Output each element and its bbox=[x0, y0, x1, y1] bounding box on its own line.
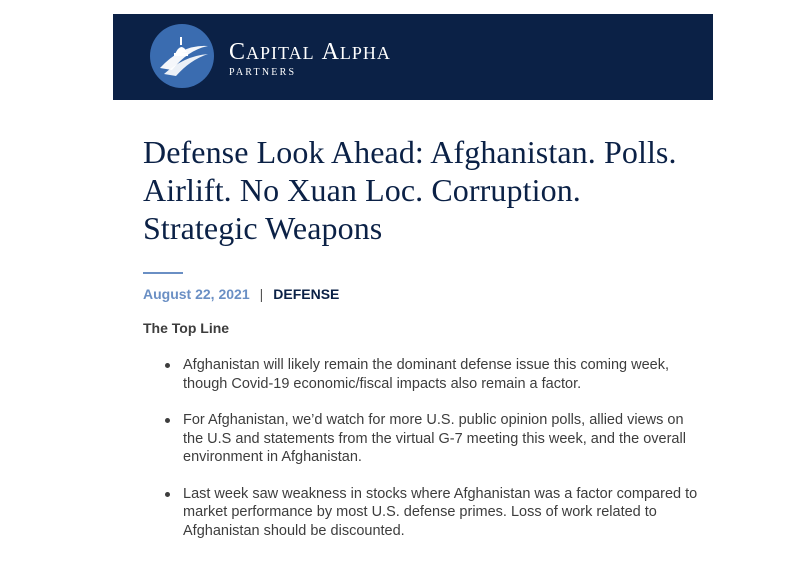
publish-date: August 22, 2021 bbox=[143, 286, 250, 302]
section-heading: The Top Line bbox=[143, 320, 230, 336]
list-item bbox=[163, 411, 703, 467]
list-item bbox=[163, 356, 703, 393]
header-banner bbox=[113, 14, 713, 100]
brand-name: CAPITAL ALPHA bbox=[229, 39, 391, 65]
article-meta bbox=[143, 286, 339, 302]
brand-subtitle: PARTNERS bbox=[229, 67, 297, 78]
bullet-text: Afghanistan will likely remain the dominant defense issue this coming week, though Covid-19 economic/fiscal impacts also remain a factor. bbox=[183, 357, 669, 392]
article-title: Defense Look Ahead: Afghanistan. Polls. Airlift. No Xuan Loc. Corruption. Strategic Weapons bbox=[143, 134, 677, 246]
bullet-text: Last week saw weakness in stocks where Afghanistan was a factor compared to market performance by most U.S. defense primes. Loss of work related to Afghanistan should be discounted. bbox=[183, 485, 698, 539]
list-item bbox=[163, 485, 703, 541]
category-link[interactable]: DEFENSE bbox=[273, 286, 340, 302]
bullet-icon bbox=[165, 363, 170, 368]
bullet-text: For Afghanistan, we’d watch for more U.S. public opinion polls, allied views on the U.S and statements from the virtual G-7 meeting this week, and the overall environment in Afghanistan. bbox=[183, 412, 686, 465]
title-divider bbox=[143, 272, 183, 274]
bullet-list bbox=[163, 356, 703, 558]
bullet-icon bbox=[165, 492, 170, 497]
capitol-dome-icon bbox=[150, 24, 214, 88]
meta-separator: | bbox=[259, 286, 264, 302]
bullet-icon bbox=[165, 418, 170, 423]
